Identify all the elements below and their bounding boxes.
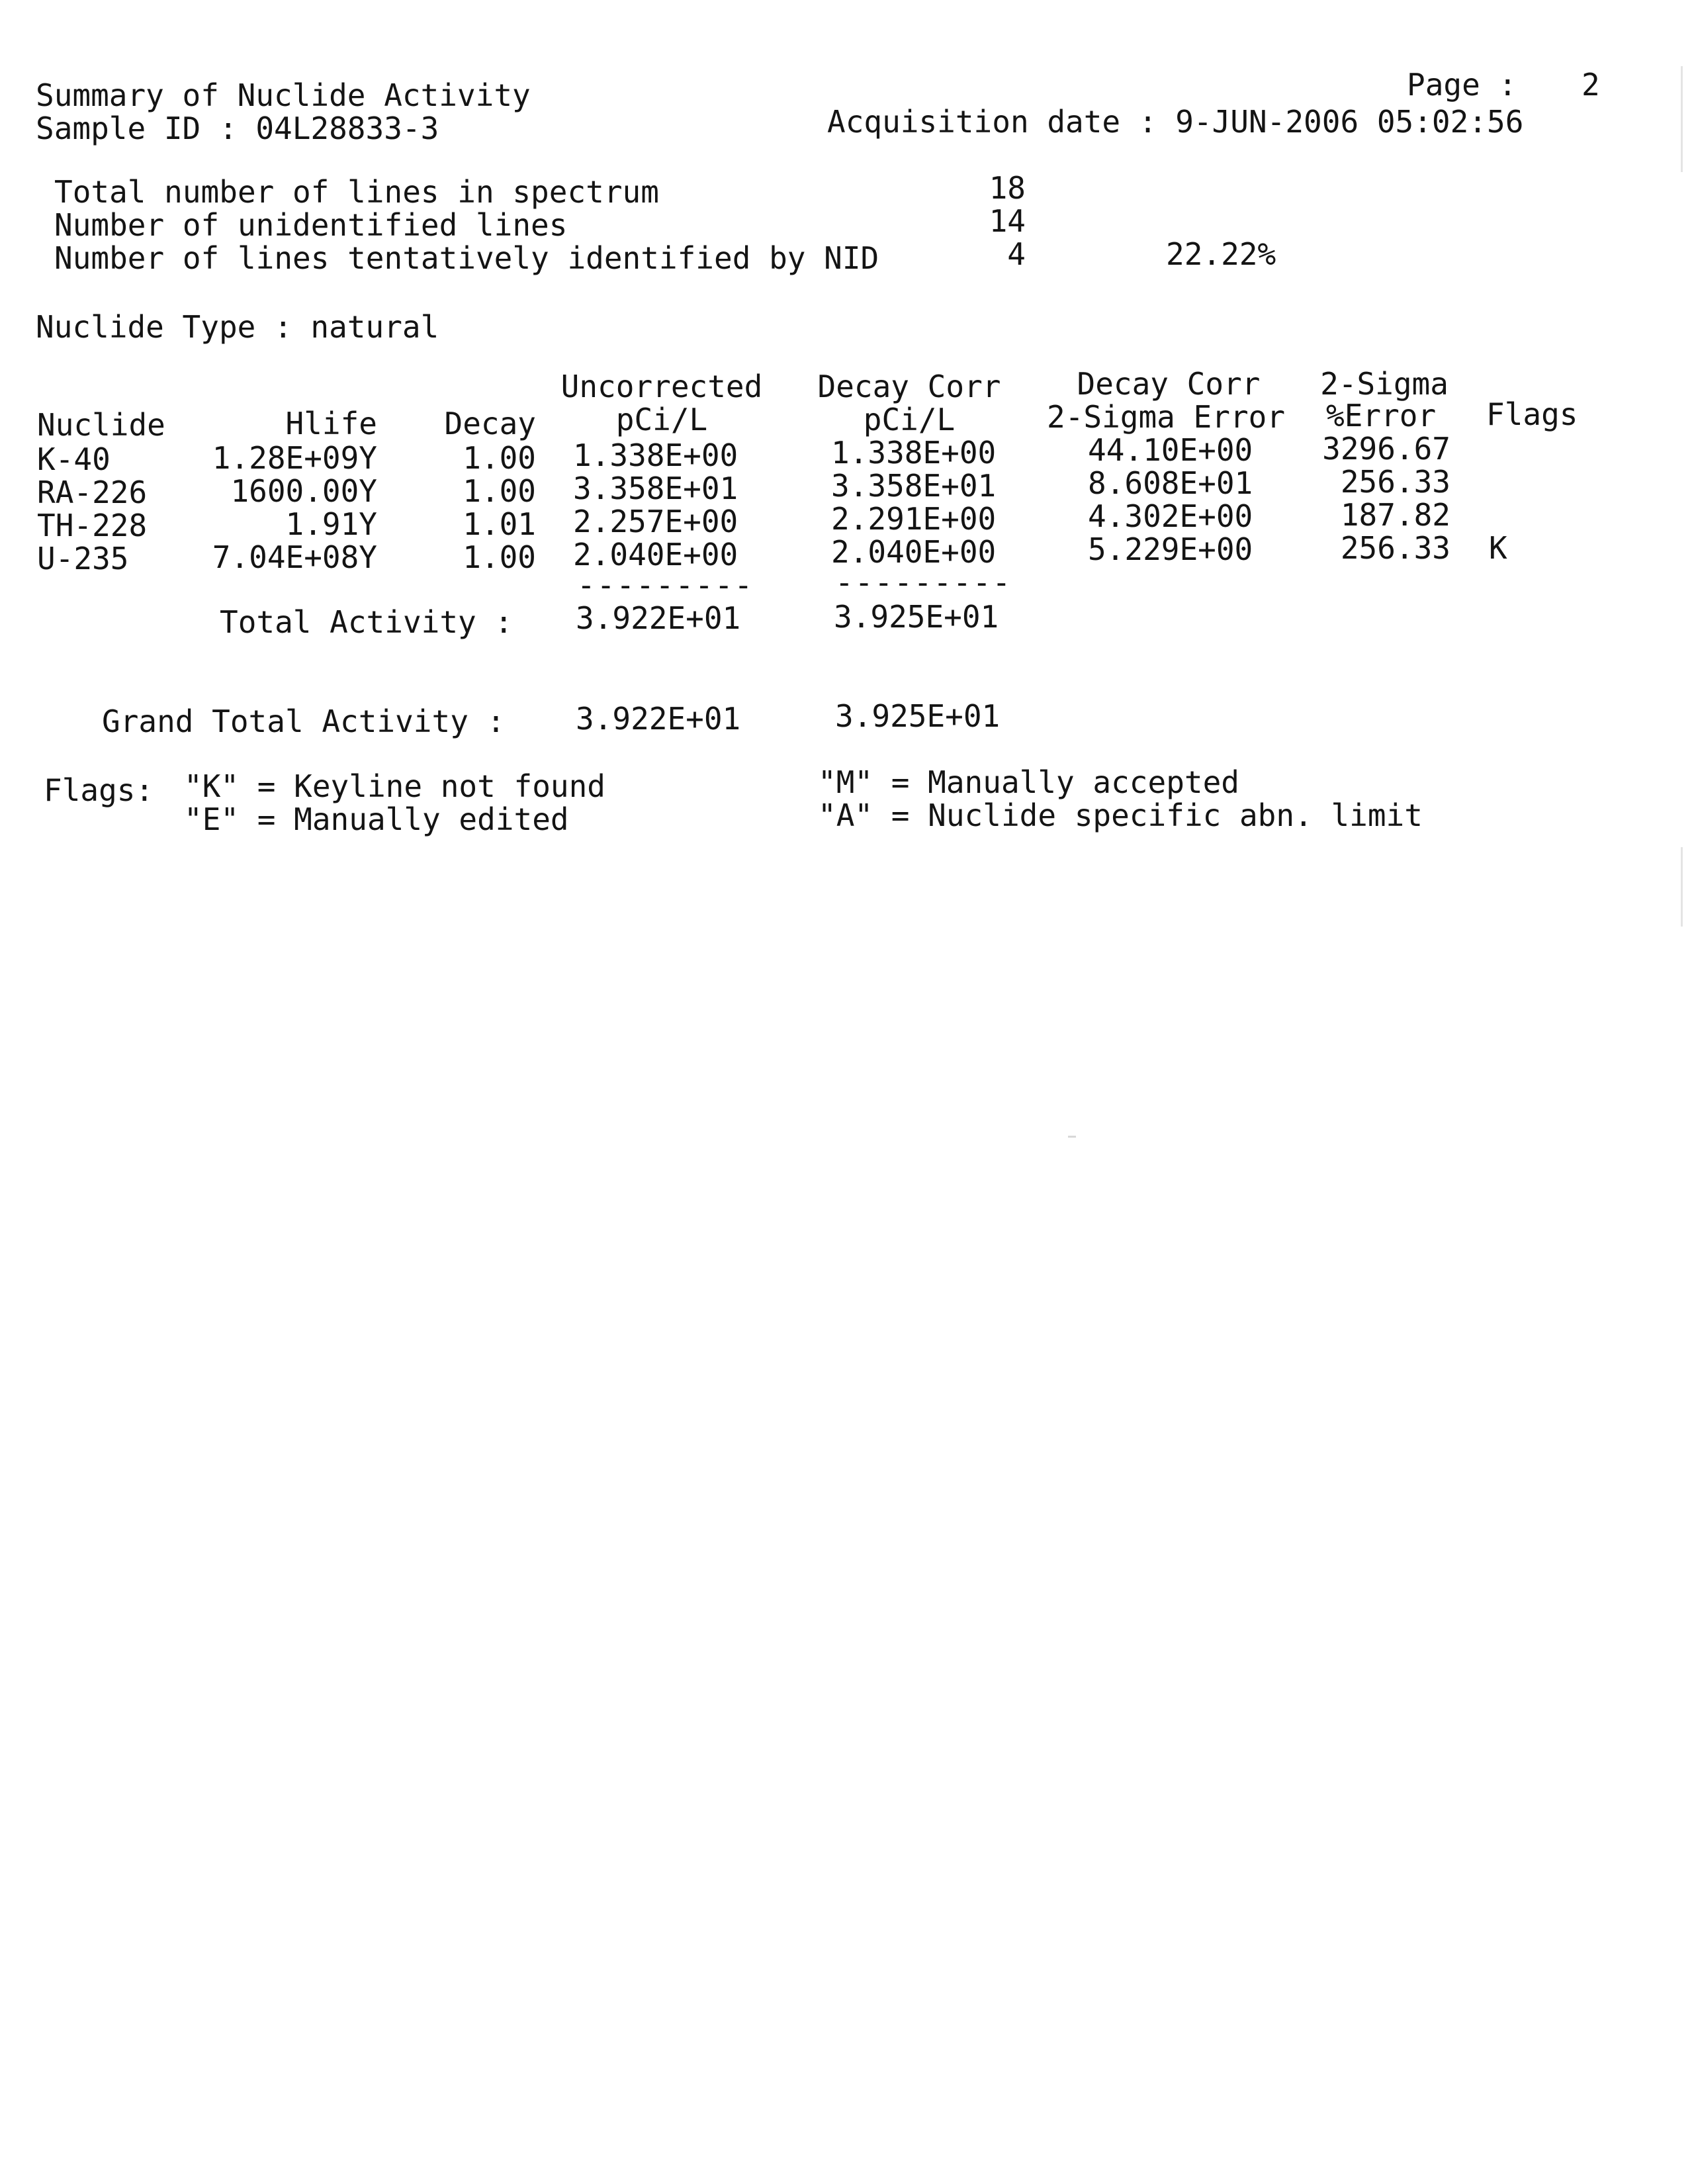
grand-total-decay-corr: 3.925E+01 — [835, 698, 1001, 734]
cell-hlife: 1600.00Y — [230, 473, 377, 509]
header-decaycorr-top: Decay Corr — [817, 369, 1001, 404]
scan-edge-mark — [1681, 847, 1683, 927]
separator-uncorrected: --------- — [577, 567, 754, 603]
cell-flag: K — [1489, 530, 1507, 566]
unidentified-label: Number of unidentified lines — [54, 207, 568, 243]
cell-decay: 1.00 — [463, 473, 536, 509]
tentative-value: 4 — [1007, 236, 1026, 272]
cell-uncorrected: 1.338E+00 — [573, 437, 738, 473]
cell-decay: 1.00 — [463, 539, 536, 575]
header-sigmaerr-bottom: 2-Sigma Error — [1047, 399, 1286, 435]
header-decaycorr-bottom: pCi/L — [863, 402, 956, 437]
cell-hlife: 1.28E+09Y — [212, 440, 377, 476]
acquisition-date: Acquisition date : 9-JUN-2006 05:02:56 — [827, 104, 1524, 140]
header-decay: Decay — [444, 406, 536, 441]
page-label: Page : — [1407, 67, 1517, 103]
cell-uncorrected: 2.040E+00 — [573, 537, 738, 572]
page-number: 2 — [1582, 67, 1600, 103]
tentative-percent: 22.22% — [1166, 236, 1276, 272]
header-flags: Flags — [1486, 396, 1578, 432]
flag-e-definition: "E" = Manually edited — [184, 801, 569, 837]
cell-pct-error: 256.33 — [1340, 464, 1450, 500]
flag-m-definition: "M" = Manually accepted — [818, 764, 1239, 800]
header-uncorrected-top: Uncorrected — [560, 369, 763, 404]
cell-sigma-error: 5.229E+00 — [1088, 531, 1253, 567]
cell-sigma-error: 8.608E+01 — [1088, 465, 1253, 501]
cell-decay: 1.01 — [463, 506, 536, 542]
cell-decay-corr: 1.338E+00 — [831, 435, 997, 471]
cell-sigma-error: 44.10E+00 — [1088, 432, 1253, 468]
cell-decay-corr: 2.291E+00 — [831, 501, 997, 537]
scan-edge-mark — [1681, 66, 1683, 172]
grand-total-label: Grand Total Activity : — [102, 704, 506, 739]
cell-nuclide: RA-226 — [37, 475, 148, 510]
cell-nuclide: TH-228 — [37, 508, 148, 543]
cell-nuclide: K-40 — [37, 441, 111, 477]
cell-hlife: 7.04E+08Y — [212, 539, 377, 575]
scan-speck — [1068, 1136, 1076, 1138]
header-nuclide: Nuclide — [37, 407, 165, 443]
total-uncorrected: 3.922E+01 — [576, 600, 741, 636]
cell-uncorrected: 3.358E+01 — [573, 471, 738, 506]
grand-total-uncorrected: 3.922E+01 — [576, 701, 741, 737]
cell-sigma-error: 4.302E+00 — [1088, 498, 1253, 534]
cell-pct-error: 187.82 — [1340, 497, 1450, 533]
header-pcterr-bottom: %Error — [1326, 398, 1437, 433]
header-uncorrected-bottom: pCi/L — [615, 402, 708, 437]
nuclide-type: Nuclide Type : natural — [36, 309, 439, 345]
sample-id: Sample ID : 04L28833-3 — [36, 111, 439, 146]
cell-pct-error: 3296.67 — [1322, 431, 1450, 467]
header-hlife: Hlife — [285, 406, 377, 441]
total-activity-label: Total Activity : — [220, 604, 513, 640]
cell-decay-corr: 2.040E+00 — [831, 534, 997, 570]
flag-a-definition: "A" = Nuclide specific abn. limit — [818, 797, 1423, 833]
cell-uncorrected: 2.257E+00 — [573, 504, 738, 539]
cell-decay: 1.00 — [463, 440, 536, 476]
total-lines-label: Total number of lines in spectrum — [54, 174, 659, 210]
header-pcterr-top: 2-Sigma — [1320, 366, 1449, 402]
cell-pct-error: 256.33 — [1340, 530, 1450, 566]
cell-hlife: 1.91Y — [285, 506, 377, 542]
tentative-label: Number of lines tentatively identified by NID — [54, 240, 879, 276]
cell-decay-corr: 3.358E+01 — [831, 468, 997, 504]
flag-k-definition: "K" = Keyline not found — [184, 768, 605, 804]
cell-nuclide: U-235 — [37, 541, 129, 576]
total-decay-corr: 3.925E+01 — [834, 599, 999, 635]
total-lines-value: 18 — [989, 170, 1026, 206]
separator-decay-corr: --------- — [835, 565, 1012, 600]
report-title: Summary of Nuclide Activity — [36, 77, 531, 113]
unidentified-value: 14 — [989, 203, 1026, 239]
flags-label: Flags: — [44, 772, 154, 808]
header-sigmaerr-top: Decay Corr — [1077, 366, 1261, 402]
